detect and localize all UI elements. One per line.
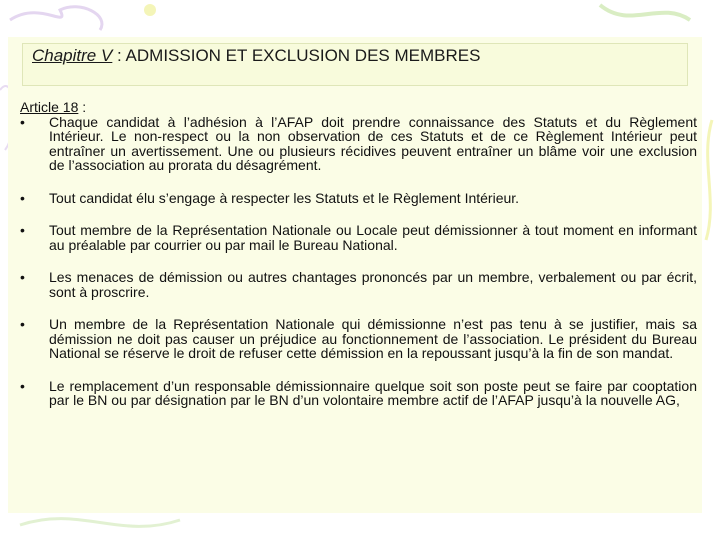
article-heading [20,100,697,115]
list-item-text: Les menaces de démission ou autres chantages prononcés par un membre, verbalement ou par écrit, sont à proscrire. [49,269,697,300]
list-item-text: Le remplacement d’un responsable démissionnaire quelque soit son poste peut se faire par cooptation par le BN ou par désignation par le BN d’un volontaire membre actif de l’AFAP jusqu’à la nouvelle AG, [49,377,697,408]
list-item-text: Chaque candidat à l’adhésion à l’AFAP doit prendre connaissance des Statuts et du Règlement Intérieur. Le non-respect ou la non observation de ces Statuts et de ce Règlement Intérieur peut entraîner un avertissement. Une ou plusieurs récidives peuvent entraîner un blâme voir une exclusion de l’association au prorata du désagrément. [49,113,697,173]
decor-dot-top [144,4,156,16]
decor-swirl-bottom [20,519,180,527]
bullet-icon: • [20,377,25,394]
content-panel [8,37,702,513]
chapter-title: : ADMISSION ET EXCLUSION DES MEMBRES [112,46,481,65]
chapter-label: Chapitre V [32,46,113,65]
title-box [22,43,688,86]
article-label-suffix: : [78,99,87,115]
list-item [20,223,697,252]
list-item [20,115,697,173]
list-item [20,191,697,206]
slide-title [32,46,480,66]
list-item-text: Un membre de la Représentation Nationale qui démissionne n’est pas tenu à se justifier, mais sa démission ne doit pas causer un préjudice au fonctionnement de l’association. Le président du Bureau National se réserve le droit de refuser cette démission en la repoussant jusqu’à la fin de son mandat. [49,316,697,361]
list-item-text: Tout candidat élu s’engage à respecter les Statuts et le Règlement Intérieur. [49,189,520,206]
decor-leaf-top-right [600,5,690,20]
decor-swirl-right [706,120,712,240]
bullet-icon: • [20,189,25,206]
list-item-text: Tout membre de la Représentation Nationale ou Locale peut démissionner à tout moment en informant au préalable par courrier ou par mail le Bureau National. [49,222,697,253]
list-item [20,317,697,361]
article-label: Article 18 [20,99,79,115]
bullet-icon: • [20,269,25,285]
bullet-icon: • [20,316,25,332]
article-body [20,100,697,408]
decor-swirl-top-left [10,7,102,30]
bullet-icon: • [20,113,25,130]
bullet-icon: • [20,222,25,238]
list-item [20,270,697,299]
list-item [20,379,697,408]
